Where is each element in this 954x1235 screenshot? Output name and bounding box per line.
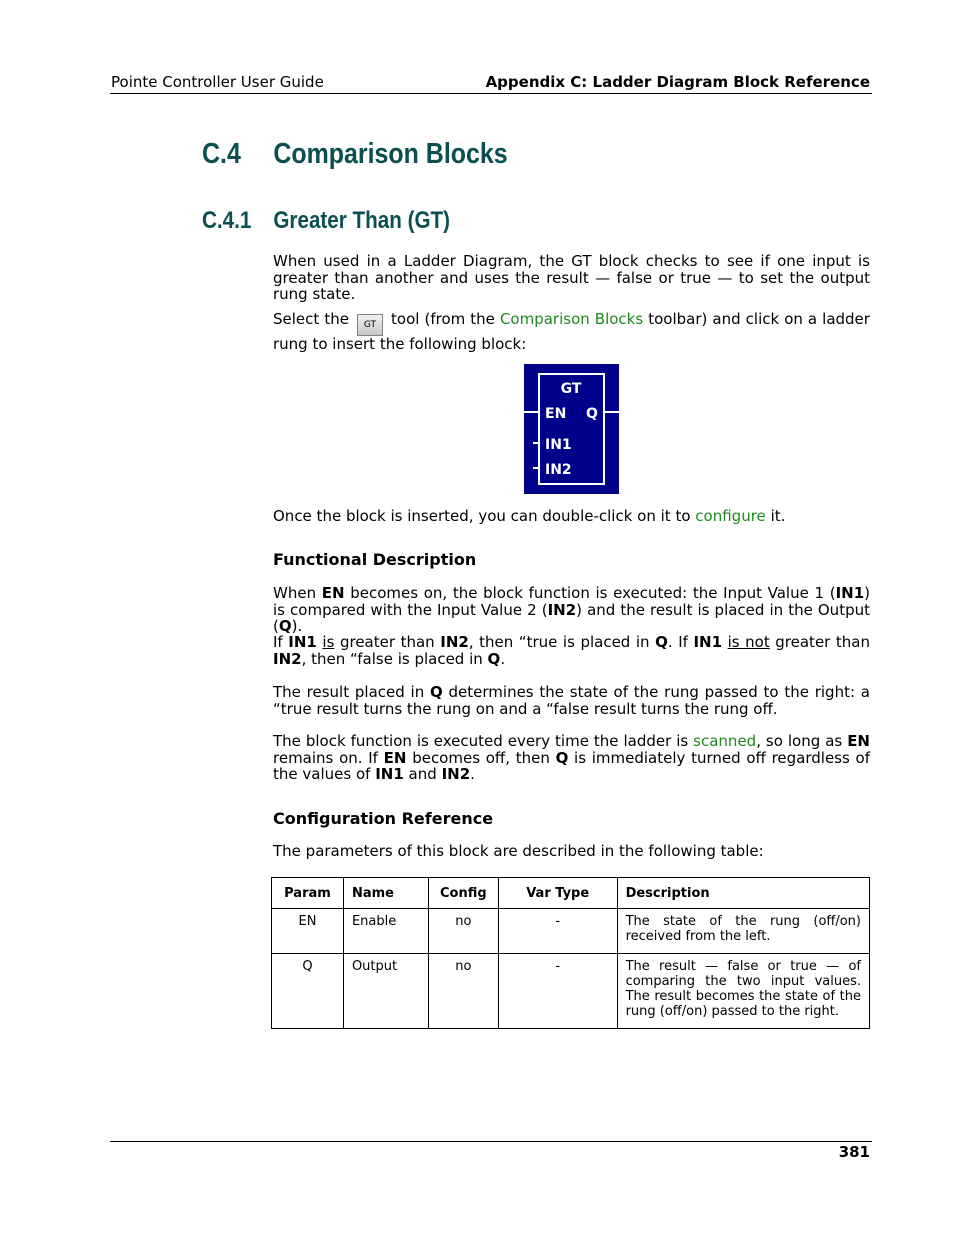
- en-term: EN: [321, 584, 345, 602]
- cell-name: Enable: [343, 909, 428, 954]
- in1-term: IN1: [835, 584, 865, 602]
- functional-paragraph-1: [273, 585, 870, 635]
- cell-description: The result — false or true — of comparing the two input values. The result becomes the state of the rung (off/on) passed to the right.: [617, 954, 869, 1029]
- subsection-number: C.4.1: [202, 207, 252, 234]
- table-row: [272, 954, 870, 1029]
- table-header-row: [272, 878, 870, 909]
- gt-tool-icon[interactable]: GT: [357, 314, 383, 336]
- col-header-config: Config: [428, 878, 498, 909]
- header-chapter-title: Appendix C: Ladder Diagram Block Reference: [485, 73, 870, 91]
- header-rule: [110, 93, 872, 94]
- text: becomes on, the block function is executed: the Input Value 1 (: [350, 584, 836, 602]
- text: becomes off, then: [412, 748, 550, 767]
- q-term: Q: [278, 617, 292, 636]
- text: remains on. If: [273, 748, 378, 767]
- header-doc-title: Pointe Controller User Guide: [111, 73, 324, 91]
- text: The block function is executed every time the ladder is: [273, 732, 689, 750]
- cell-vartype: -: [498, 909, 617, 954]
- functional-paragraph-3: [273, 684, 870, 717]
- select-text-3: toolbar) and click on a ladder rung to insert the following block:: [273, 310, 870, 353]
- in1-term: IN1: [693, 633, 723, 651]
- scanned-link[interactable]: scanned: [693, 732, 757, 750]
- text: , then “true is placed in: [468, 633, 650, 651]
- functional-paragraph-4: [273, 733, 870, 783]
- cell-vartype: -: [498, 954, 617, 1029]
- config-intro: The parameters of this block are described in the following table:: [273, 842, 764, 860]
- q-term: Q: [487, 649, 501, 668]
- q-term: Q: [655, 633, 668, 651]
- section-heading: [202, 138, 508, 171]
- text: , then “false is placed in: [301, 649, 483, 668]
- text: The result placed in: [273, 683, 425, 701]
- en-term: EN: [847, 732, 870, 750]
- page-number: 381: [838, 1143, 870, 1161]
- configure-link[interactable]: configure: [695, 507, 766, 525]
- select-text-2: tool (from the: [391, 310, 495, 328]
- table-row: [272, 909, 870, 954]
- cell-config: no: [428, 954, 498, 1029]
- text: is immediately turned off regardless of the values of: [273, 748, 870, 784]
- select-text-1: Select the: [273, 310, 349, 328]
- comparison-blocks-link[interactable]: Comparison Blocks: [499, 310, 644, 328]
- col-header-param: Param: [272, 878, 344, 909]
- text: .: [470, 765, 475, 784]
- cell-name: Output: [343, 954, 428, 1029]
- en-term: EN: [383, 748, 407, 767]
- in2-term: IN2: [273, 649, 302, 668]
- intro-paragraph: When used in a Ladder Diagram, the GT block checks to see if one input is greater than another and uses the result — false or true — to set the output rung state.: [273, 252, 870, 304]
- col-header-description: Description: [617, 878, 869, 909]
- q-term: Q: [555, 748, 569, 767]
- once-text-1: Once the block is inserted, you can double-click on it to: [273, 507, 691, 525]
- text: ) and the result is placed in the Output (: [273, 600, 870, 636]
- text: , so long as: [756, 732, 843, 750]
- parameters-table: [271, 877, 870, 1029]
- gt-block-diagram: [524, 364, 619, 494]
- section-number: C.4: [202, 138, 241, 170]
- subsection-title: Greater Than (GT): [273, 207, 450, 234]
- text: greater than: [339, 633, 435, 651]
- block-title: GT: [560, 381, 582, 397]
- footer-rule: [110, 1141, 872, 1142]
- functional-heading: Functional Description: [273, 550, 477, 569]
- config-heading: Configuration Reference: [273, 809, 494, 828]
- text: When: [273, 584, 317, 602]
- block-in1-label: IN1: [545, 437, 572, 453]
- once-text-2: it.: [770, 507, 786, 525]
- col-header-name: Name: [343, 878, 428, 909]
- block-in2-label: IN2: [545, 462, 572, 478]
- in1-term: IN1: [375, 765, 404, 784]
- cell-description: The state of the rung (off/on) received from the left.: [617, 909, 869, 954]
- section-title: Comparison Blocks: [273, 138, 508, 170]
- text: greater than: [775, 633, 870, 651]
- q-term: Q: [429, 683, 443, 701]
- text: ).: [291, 617, 303, 636]
- in2-term: IN2: [441, 765, 471, 784]
- text: ) is compared with the Input Value 2 (: [273, 584, 870, 619]
- subsection-heading: [202, 207, 450, 235]
- functional-paragraph-2: [273, 634, 870, 667]
- text: If: [273, 633, 283, 651]
- col-header-vartype: Var Type: [498, 878, 617, 909]
- block-en-label: EN: [545, 406, 567, 422]
- is-underlined: is: [322, 633, 335, 651]
- block-q-label: Q: [586, 406, 598, 422]
- in2-term: IN2: [440, 633, 469, 651]
- is-not-underlined: is not: [727, 633, 770, 651]
- text: .: [500, 649, 506, 668]
- cell-param: EN: [272, 909, 344, 954]
- text: and: [408, 765, 437, 784]
- in2-term: IN2: [547, 600, 577, 619]
- text: . If: [667, 633, 688, 651]
- once-paragraph: [273, 508, 870, 525]
- text: determines the state of the rung passed to the right: a “true result turns the rung on and a “false result turns the rung off.: [273, 683, 870, 718]
- cell-param: Q: [272, 954, 344, 1029]
- in1-term: IN1: [288, 633, 317, 651]
- cell-config: no: [428, 909, 498, 954]
- select-tool-paragraph: [273, 311, 870, 353]
